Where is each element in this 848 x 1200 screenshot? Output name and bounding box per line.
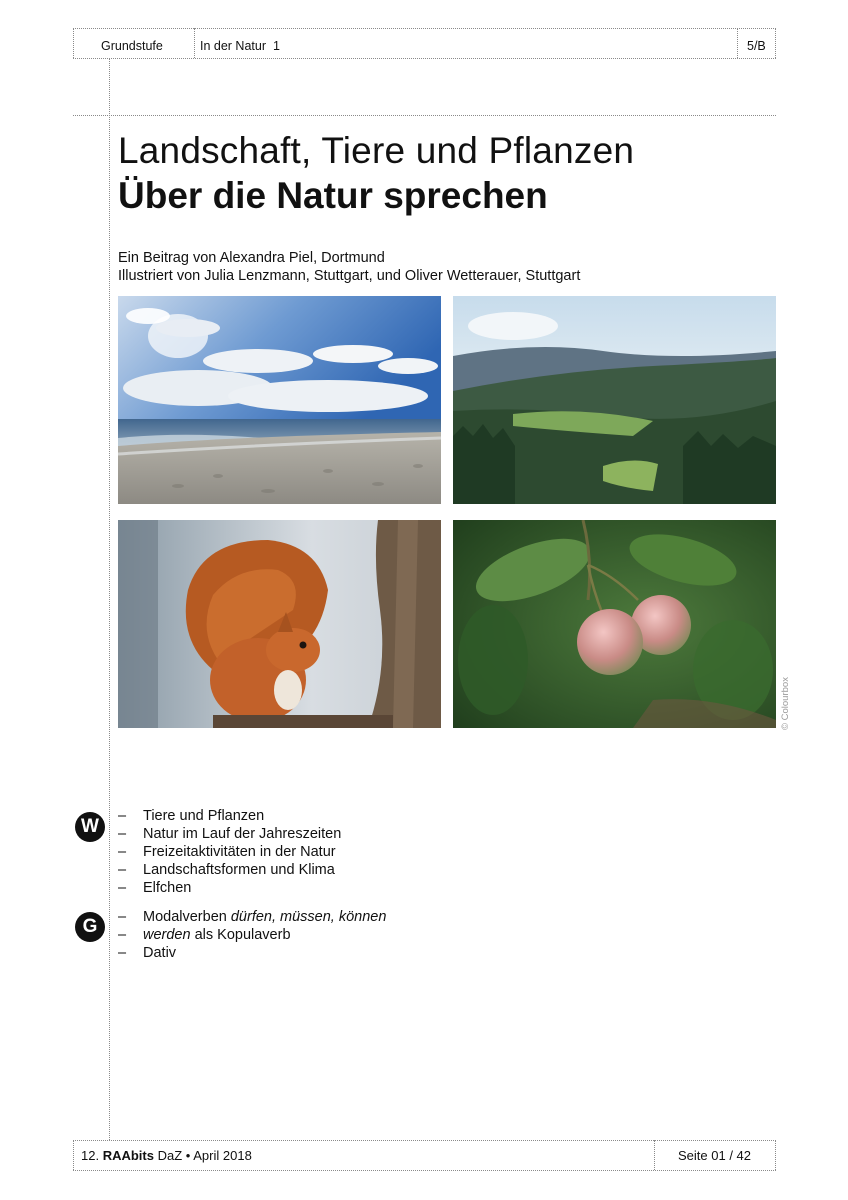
- photo-forest-valley: [453, 296, 776, 504]
- header-divider: [737, 28, 738, 58]
- photo-copyright: © Colourbox: [780, 677, 791, 730]
- header-level: Grundstufe: [101, 39, 163, 53]
- list-item-text: Freizeitaktivitäten in der Natur: [143, 844, 336, 860]
- header-right-edge: [775, 28, 776, 58]
- list-dash: –: [118, 808, 127, 824]
- list-item-text: Dativ: [143, 945, 177, 961]
- vocabulary-list: [118, 807, 341, 897]
- page-title: Landschaft, Tiere und Pflanzen: [118, 130, 635, 171]
- list-dash: –: [118, 880, 127, 896]
- photo-beach: [118, 296, 441, 504]
- header-unit: In der Natur 1: [200, 39, 280, 53]
- list-item-text: Natur im Lauf der Jahreszeiten: [143, 826, 342, 842]
- header-code: 5/B: [747, 39, 766, 53]
- illustrator-credit: Illustriert von Julia Lenzmann, Stuttgart, und Oliver Wetterauer, Stuttgart: [118, 268, 581, 284]
- list-dash: –: [118, 862, 127, 878]
- list-item-text: Elfchen: [143, 880, 192, 896]
- header-divider: [194, 28, 195, 58]
- list-item-text: Tiere und Pflanzen: [143, 808, 265, 824]
- list-item: [118, 807, 341, 825]
- header-bottom-rule: [73, 58, 776, 59]
- list-item: [118, 879, 341, 897]
- list-item: [118, 861, 341, 879]
- list-item-text: Modalverben: [143, 909, 231, 925]
- vocabulary-marker: W: [75, 812, 105, 842]
- footer-left-edge: [73, 1140, 74, 1170]
- footer-divider: [654, 1140, 655, 1170]
- list-item: [118, 825, 341, 843]
- grammar-marker: G: [75, 912, 105, 942]
- author-credit: Ein Beitrag von Alexandra Piel, Dortmund: [118, 250, 385, 266]
- list-dash: –: [118, 945, 127, 961]
- list-dash: –: [118, 826, 127, 842]
- footer-top-rule: [73, 1140, 776, 1141]
- photo-squirrel: [118, 520, 441, 728]
- margin-rule: [109, 58, 110, 1140]
- list-dash: –: [118, 927, 127, 943]
- list-item-text: Landschaftsformen und Klima: [143, 862, 335, 878]
- list-item-text: als Kopulaverb: [190, 927, 291, 943]
- list-item: [118, 843, 341, 861]
- list-item-text: werden: [143, 927, 191, 943]
- header-left-edge: [73, 28, 74, 58]
- list-item-text: dürfen, müssen, können: [230, 909, 387, 925]
- page-subtitle: Über die Natur sprechen: [118, 175, 548, 216]
- grammar-list: [118, 908, 386, 962]
- list-item: [118, 944, 386, 962]
- list-dash: –: [118, 844, 127, 860]
- page-number: Seite 01 / 42: [678, 1148, 751, 1163]
- list-item: [118, 926, 386, 944]
- footer-issue: 12. RAAbits DaZ • April 2018: [81, 1148, 252, 1163]
- header-top-rule: [73, 28, 776, 29]
- footer-right-edge: [775, 1140, 776, 1170]
- title-top-rule: [73, 115, 776, 116]
- footer-bottom-rule: [73, 1170, 776, 1171]
- photo-apples: [453, 520, 776, 728]
- list-dash: –: [118, 909, 127, 925]
- list-item: [118, 908, 386, 926]
